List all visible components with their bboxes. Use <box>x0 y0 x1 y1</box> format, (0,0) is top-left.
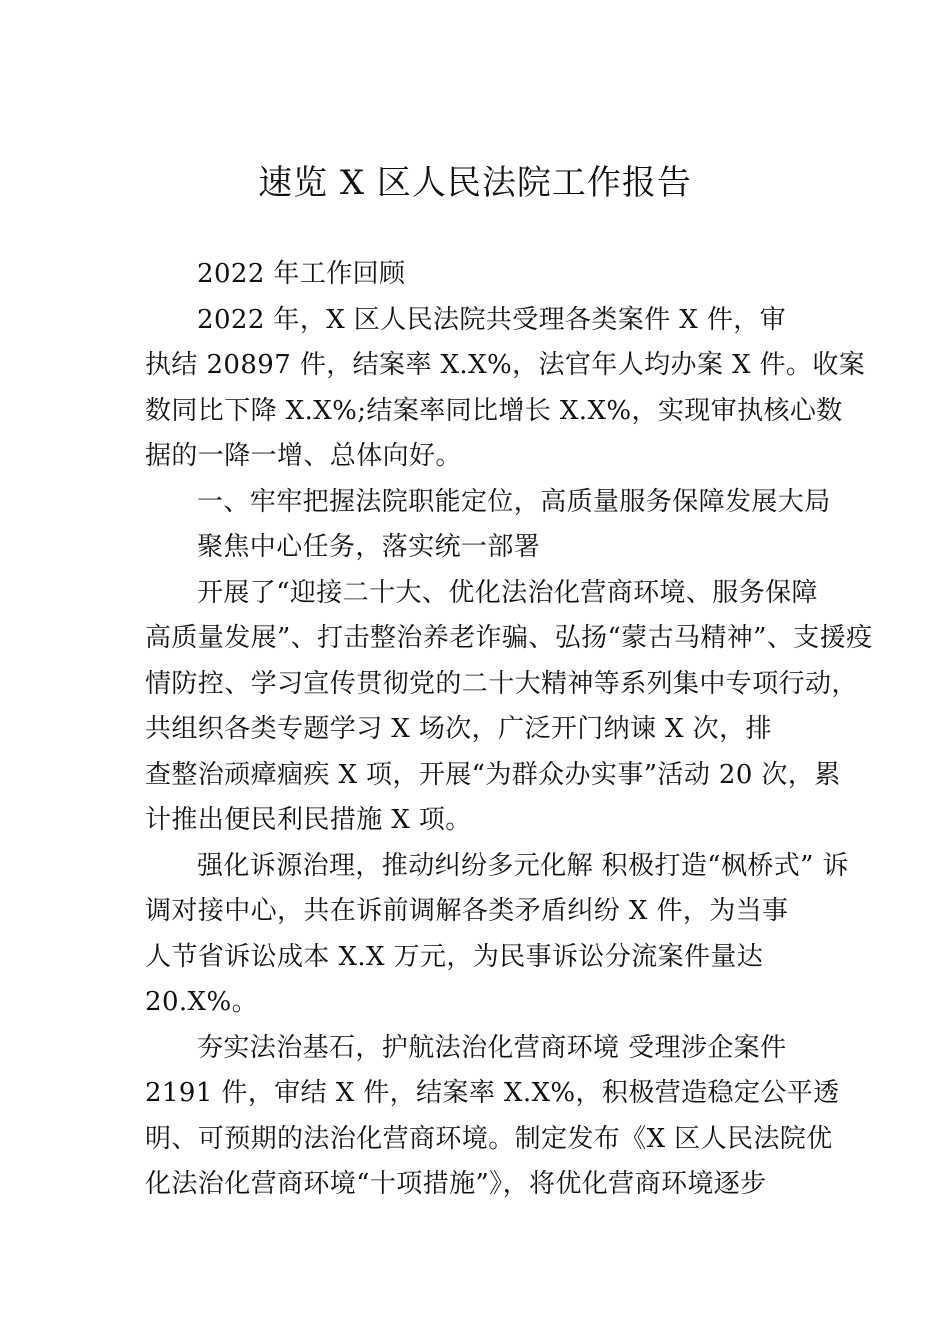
text-line: 人节省诉讼成本 X.X 万元，为民事诉讼分流案件量达 <box>145 941 764 972</box>
text-line: 2022 年工作回顾 <box>197 259 406 289</box>
document-title: 速览 X 区人民法院工作报告 <box>258 163 692 203</box>
text-line: 强化诉源治理，推动纠纷多元化解 积极打造“枫桥式” 诉 <box>197 850 849 881</box>
text-line: 情防控、学习宣传贯彻党的二十大精神等系列集中专项行动， <box>145 668 858 699</box>
section-heading: 一、牢牢把握法院职能定位，高质量服务保障发展大局 <box>197 486 831 517</box>
text-line: 2022 年，X 区人民法院共受理各类案件 X 件，审 <box>197 304 787 335</box>
text-line: 开展了“迎接二十大、优化法治化营商环境、服务保障 <box>197 577 818 608</box>
text-line: 共组织各类专题学习 X 场次，广泛开门纳谏 X 次，排 <box>145 714 772 744</box>
text-line: 数同比下降 X.X%;结案率同比增长 X.X%，实现审执核心数 <box>145 395 843 426</box>
text-line: 计推出便民利民措施 X 项。 <box>145 805 472 835</box>
text-line: 查整治顽瘴痼疾 X 项，开展“为群众办实事”活动 20 次，累 <box>145 759 841 790</box>
text-line: 调对接中心，共在诉前调解各类矛盾纠纷 X 件，为当事 <box>145 896 789 926</box>
text-line: 夯实法治基石，护航法治化营商环境 受理涉企案件 <box>197 1032 787 1063</box>
text-line: 2191 件，审结 X 件，结案率 X.X%，积极营造稳定公平透 <box>145 1078 840 1108</box>
text-line: 执结 20897 件，结案率 X.X%，法官年人均办案 X 件。收案 <box>145 350 866 380</box>
text-line: 据的一降一增、总体向好。 <box>145 441 462 471</box>
text-line: 20.X%。 <box>145 987 258 1017</box>
text-line: 明、可预期的法治化营商环境。制定发布《X 区人民法院优 <box>145 1123 833 1154</box>
document-body <box>145 252 873 1208</box>
text-line: 高质量发展”、打击整治养老诈骗、弘扬“蒙古马精神”、支援疫 <box>145 623 873 653</box>
subsection-heading: 聚焦中心任务，落实统一部署 <box>197 532 541 562</box>
text-line: 化法治化营商环境“十项措施”》，将优化营商环境逐步 <box>145 1169 767 1199</box>
